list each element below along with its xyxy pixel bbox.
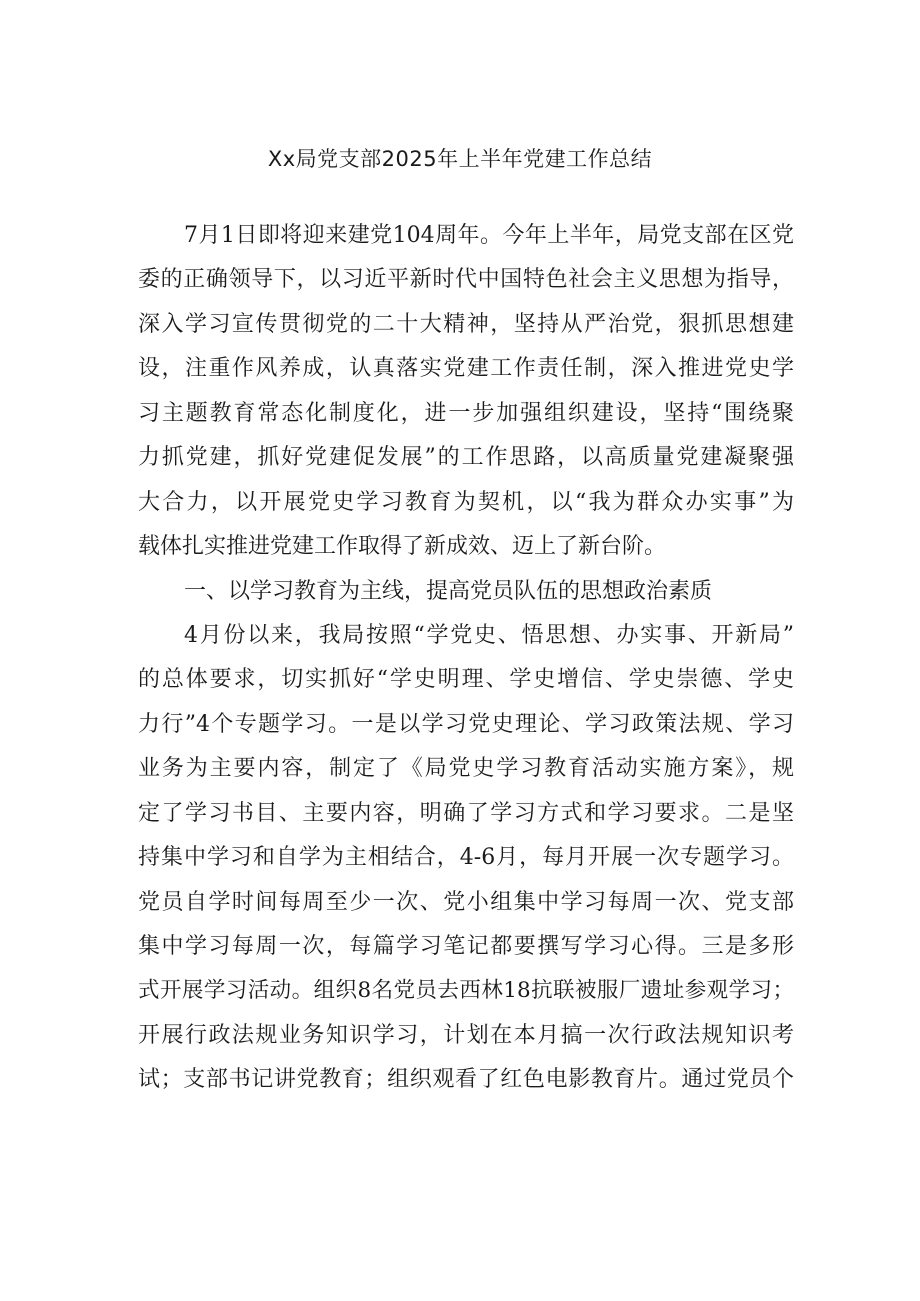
paragraph-line: 式开展学习活动。组织8名党员去西林18抗联被服厂遗址参观学习； [138,978,794,1004]
paragraph-line: 持集中学习和自学为主相结合，4-6月，每月开展一次专题学习。 [138,845,794,871]
paragraph-line: 委的正确领导下，以习近平新时代中国特色社会主义思想为指导， [138,267,794,293]
paragraph-line: 载体扎实推进党建工作取得了新成效、迈上了新台阶。 [138,534,667,560]
paragraph-line: 7月1日即将迎来建党104周年。今年上半年，局党支部在区党 [184,223,794,248]
paragraph-line: 开展行政法规业务知识学习，计划在本月搞一次行政法规知识考 [138,1022,794,1048]
paragraph-line: 定了学习书目、主要内容，明确了学习方式和学习要求。二是坚 [138,800,794,826]
paragraph-line: 深入学习宣传贯彻党的二十大精神，坚持从严治党，狠抓思想建 [138,311,794,337]
paragraph-line: 设，注重作风养成，认真落实党建工作责任制，深入推进党史学 [138,356,794,382]
paragraph-line: 大合力，以开展党史学习教育为契机，以“我为群众办实事”为 [138,489,794,515]
paragraph-line: 集中学习每周一次，每篇学习笔记都要撰写学习心得。三是多形 [138,934,794,959]
paragraph-line: 业务为主要内容，制定了《局党史学习教育活动实施方案》，规 [138,756,794,782]
paragraph-line: 习主题教育常态化制度化，进一步加强组织建设，坚持“围绕聚 [138,400,794,426]
paragraph-line: 力抓党建，抓好党建促发展”的工作思路，以高质量党建凝聚强 [138,445,794,471]
paragraph-line: 4月份以来，我局按照“学党史、悟思想、办实事、开新局” [184,622,794,648]
paragraph-line: 试；支部书记讲党教育；组织观看了红色电影教育片。通过党员个 [138,1067,794,1093]
document-title: Xx局党支部2025年上半年党建工作总结 [267,147,653,171]
document-body [138,214,794,1103]
section-heading: 一、以学习教育为主线，提高党员队伍的思想政治素质 [184,578,713,604]
paragraph-line: 党员自学时间每周至少一次、党小组集中学习每周一次、党支部 [138,889,794,915]
paragraph-line: 力行”4个专题学习。一是以学习党史理论、学习政策法规、学习 [138,711,794,737]
paragraph-line: 的总体要求，切实抓好“学史明理、学史增信、学史崇德、学史 [138,667,794,693]
